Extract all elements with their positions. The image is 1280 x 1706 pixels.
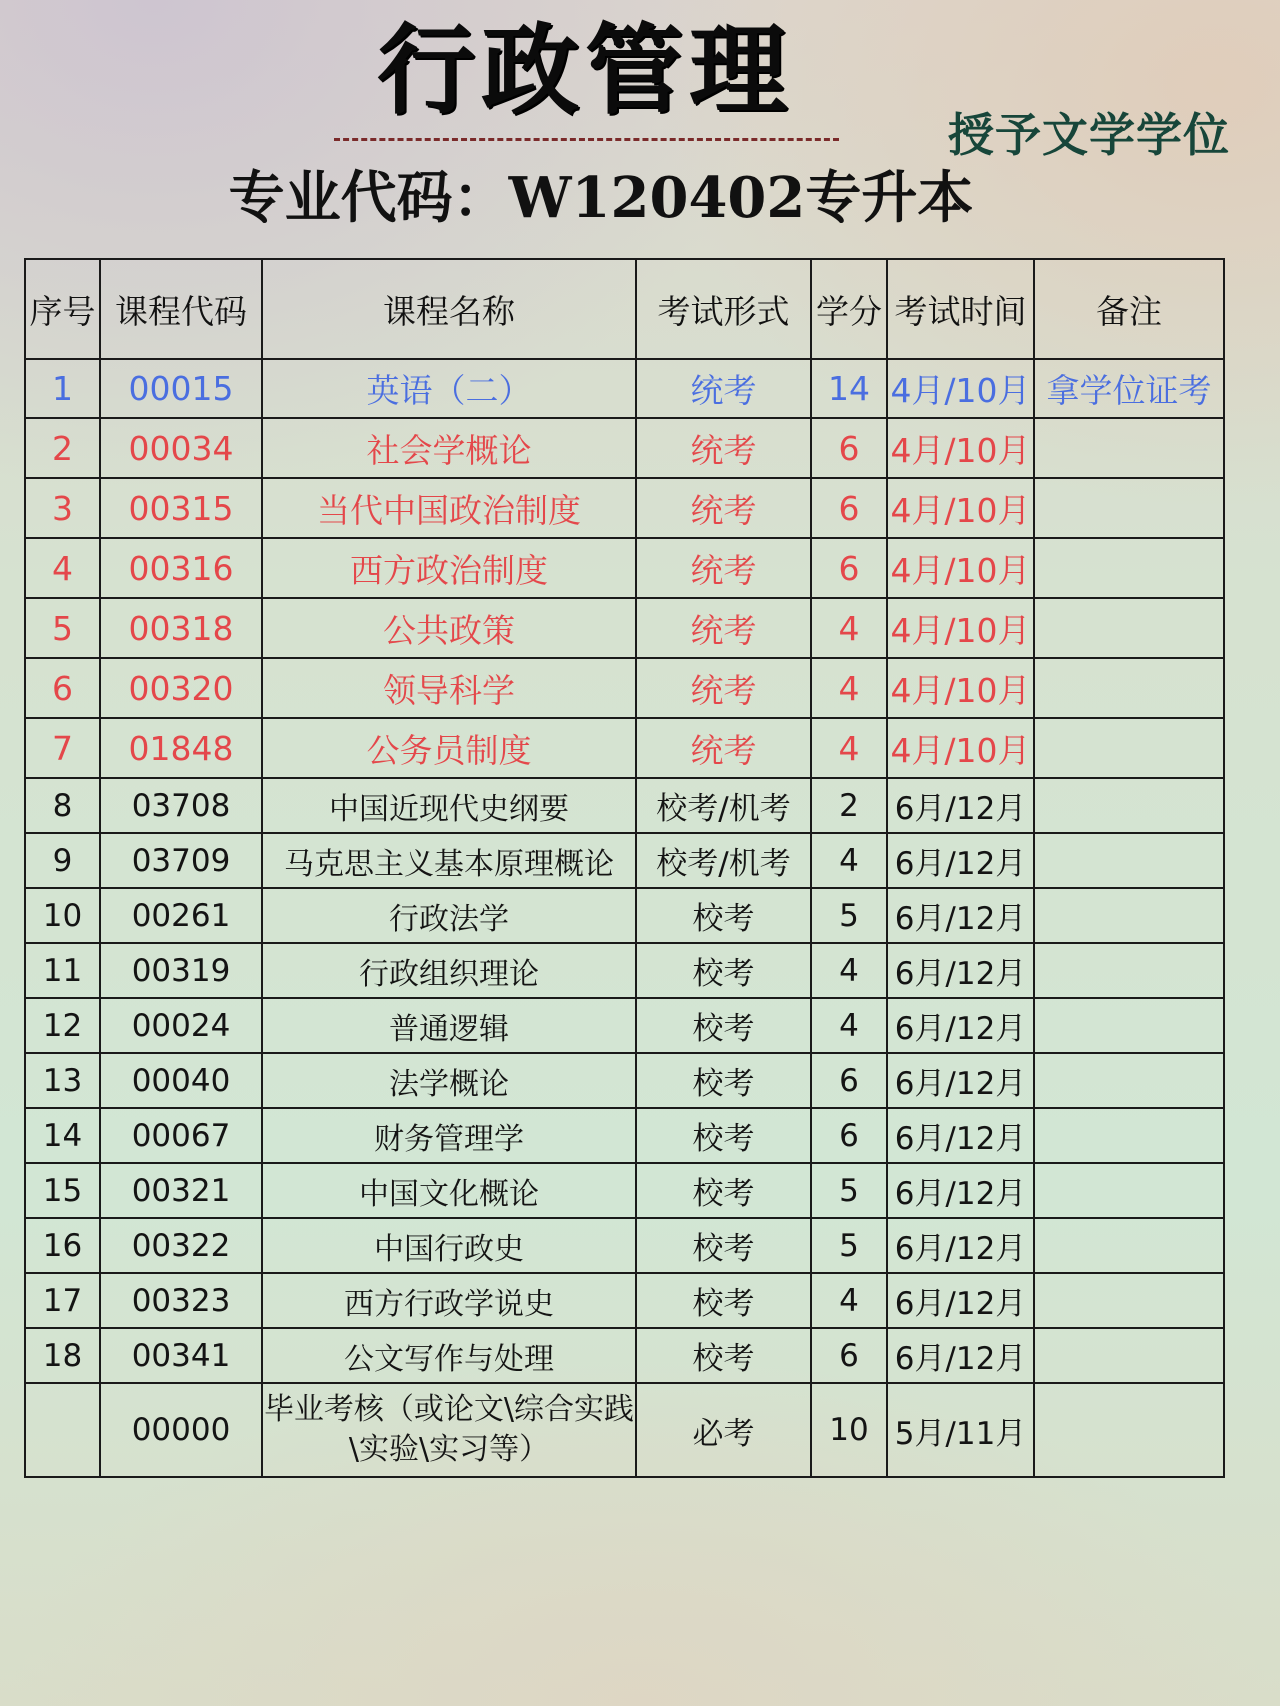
cell-exam-time: 4月/10月 [887, 598, 1034, 658]
cell-no: 4 [25, 538, 100, 598]
cell-no: 18 [25, 1328, 100, 1383]
cell-code: 00034 [100, 418, 262, 478]
cell-credit: 14 [811, 359, 887, 418]
cell-exam-form: 统考 [636, 359, 811, 418]
cell-name: 领导科学 [262, 658, 636, 718]
cell-name: 毕业考核（或论文\综合实践\实验\实习等） [262, 1383, 636, 1477]
table-row [25, 1108, 1224, 1163]
cell-exam-time: 6月/12月 [887, 833, 1034, 888]
cell-exam-form: 统考 [636, 538, 811, 598]
cell-name: 中国行政史 [262, 1218, 636, 1273]
column-header-credit: 学分 [811, 259, 887, 359]
cell-exam-time: 6月/12月 [887, 1108, 1034, 1163]
cell-note [1034, 1163, 1224, 1218]
cell-code: 00320 [100, 658, 262, 718]
cell-credit: 5 [811, 1163, 887, 1218]
table-row [25, 833, 1224, 888]
cell-no: 14 [25, 1108, 100, 1163]
cell-exam-form: 校考 [636, 1163, 811, 1218]
cell-code: 00015 [100, 359, 262, 418]
cell-exam-time: 6月/12月 [887, 1273, 1034, 1328]
table-row [25, 538, 1224, 598]
cell-exam-time: 6月/12月 [887, 1163, 1034, 1218]
cell-exam-time: 6月/12月 [887, 888, 1034, 943]
cell-credit: 4 [811, 718, 887, 778]
cell-exam-form: 校考 [636, 888, 811, 943]
cell-note [1034, 1328, 1224, 1383]
table-row [25, 658, 1224, 718]
cell-no: 9 [25, 833, 100, 888]
cell-name: 中国近现代史纲要 [262, 778, 636, 833]
cell-name: 马克思主义基本原理概论 [262, 833, 636, 888]
cell-note [1034, 1053, 1224, 1108]
cell-exam-time: 4月/10月 [887, 478, 1034, 538]
cell-code: 00024 [100, 998, 262, 1053]
cell-no: 10 [25, 888, 100, 943]
table-row [25, 888, 1224, 943]
cell-code: 00319 [100, 943, 262, 998]
cell-name: 中国文化概论 [262, 1163, 636, 1218]
cell-code: 00316 [100, 538, 262, 598]
cell-exam-form: 统考 [636, 658, 811, 718]
cell-note [1034, 888, 1224, 943]
cell-note [1034, 998, 1224, 1053]
column-header-code: 课程代码 [100, 259, 262, 359]
cell-credit: 6 [811, 478, 887, 538]
column-header-exam-form: 考试形式 [636, 259, 811, 359]
cell-exam-time: 6月/12月 [887, 998, 1034, 1053]
table-header-row [25, 259, 1224, 359]
column-header-exam-time: 考试时间 [887, 259, 1034, 359]
cell-name: 西方行政学说史 [262, 1273, 636, 1328]
cell-note [1034, 658, 1224, 718]
cell-note [1034, 1108, 1224, 1163]
table-row [25, 1053, 1224, 1108]
cell-no: 1 [25, 359, 100, 418]
cell-no: 2 [25, 418, 100, 478]
cell-credit: 6 [811, 1053, 887, 1108]
cell-exam-form: 校考 [636, 943, 811, 998]
cell-exam-form: 统考 [636, 478, 811, 538]
cell-code: 00323 [100, 1273, 262, 1328]
cell-exam-time: 6月/12月 [887, 1218, 1034, 1273]
cell-note: 拿学位证考 [1034, 359, 1224, 418]
cell-credit: 4 [811, 833, 887, 888]
cell-name: 公共政策 [262, 598, 636, 658]
column-header-note: 备注 [1034, 259, 1224, 359]
cell-name: 行政法学 [262, 888, 636, 943]
cell-exam-time: 6月/12月 [887, 1328, 1034, 1383]
cell-credit: 6 [811, 1328, 887, 1383]
cell-exam-form: 校考 [636, 1108, 811, 1163]
cell-note [1034, 1218, 1224, 1273]
cell-name: 英语（二） [262, 359, 636, 418]
cell-code: 00318 [100, 598, 262, 658]
cell-no: 16 [25, 1218, 100, 1273]
table-row [25, 1328, 1224, 1383]
cell-no: 7 [25, 718, 100, 778]
cell-code: 01848 [100, 718, 262, 778]
cell-exam-time: 5月/11月 [887, 1383, 1034, 1477]
cell-credit: 6 [811, 418, 887, 478]
cell-note [1034, 1383, 1224, 1477]
dashed-divider [334, 138, 839, 141]
cell-no: 17 [25, 1273, 100, 1328]
cell-code: 03709 [100, 833, 262, 888]
table-row [25, 1163, 1224, 1218]
cell-no: 3 [25, 478, 100, 538]
cell-no: 6 [25, 658, 100, 718]
table-row [25, 718, 1224, 778]
cell-note [1034, 538, 1224, 598]
cell-code: 00322 [100, 1218, 262, 1273]
cell-note [1034, 778, 1224, 833]
cell-no: 12 [25, 998, 100, 1053]
cell-name: 公务员制度 [262, 718, 636, 778]
cell-credit: 5 [811, 1218, 887, 1273]
cell-exam-time: 4月/10月 [887, 718, 1034, 778]
cell-credit: 5 [811, 888, 887, 943]
column-header-name: 课程名称 [262, 259, 636, 359]
major-code-subtitle: 专业代码：W120402专升本 [228, 165, 974, 231]
table-row [25, 598, 1224, 658]
cell-exam-time: 6月/12月 [887, 778, 1034, 833]
cell-exam-form: 统考 [636, 598, 811, 658]
cell-no: 8 [25, 778, 100, 833]
cell-name: 社会学概论 [262, 418, 636, 478]
cell-no: 11 [25, 943, 100, 998]
cell-exam-form: 校考 [636, 1273, 811, 1328]
cell-code: 00040 [100, 1053, 262, 1108]
cell-exam-time: 4月/10月 [887, 359, 1034, 418]
course-table [24, 258, 1225, 1478]
cell-exam-form: 校考 [636, 1053, 811, 1108]
table-row [25, 418, 1224, 478]
cell-code: 03708 [100, 778, 262, 833]
cell-exam-time: 4月/10月 [887, 538, 1034, 598]
cell-credit: 6 [811, 538, 887, 598]
cell-credit: 4 [811, 1273, 887, 1328]
cell-credit: 10 [811, 1383, 887, 1477]
cell-no [25, 1383, 100, 1477]
cell-note [1034, 1273, 1224, 1328]
cell-exam-time: 6月/12月 [887, 1053, 1034, 1108]
cell-note [1034, 598, 1224, 658]
cell-exam-form: 校考 [636, 998, 811, 1053]
cell-code: 00315 [100, 478, 262, 538]
table-row [25, 359, 1224, 418]
column-header-no: 序号 [25, 259, 100, 359]
cell-exam-form: 校考 [636, 1218, 811, 1273]
cell-no: 15 [25, 1163, 100, 1218]
cell-note [1034, 478, 1224, 538]
cell-name: 法学概论 [262, 1053, 636, 1108]
table-row [25, 998, 1224, 1053]
table-row [25, 1383, 1224, 1477]
cell-name: 西方政治制度 [262, 538, 636, 598]
cell-exam-time: 4月/10月 [887, 658, 1034, 718]
cell-credit: 2 [811, 778, 887, 833]
cell-note [1034, 833, 1224, 888]
cell-no: 13 [25, 1053, 100, 1108]
cell-credit: 4 [811, 943, 887, 998]
cell-exam-form: 统考 [636, 418, 811, 478]
cell-note [1034, 418, 1224, 478]
cell-code: 00341 [100, 1328, 262, 1383]
cell-name: 行政组织理论 [262, 943, 636, 998]
cell-code: 00321 [100, 1163, 262, 1218]
cell-credit: 6 [811, 1108, 887, 1163]
cell-no: 5 [25, 598, 100, 658]
table-row [25, 778, 1224, 833]
table-row [25, 1218, 1224, 1273]
cell-exam-form: 校考/机考 [636, 778, 811, 833]
cell-exam-time: 4月/10月 [887, 418, 1034, 478]
cell-code: 00000 [100, 1383, 262, 1477]
cell-code: 00067 [100, 1108, 262, 1163]
cell-credit: 4 [811, 658, 887, 718]
cell-credit: 4 [811, 998, 887, 1053]
cell-code: 00261 [100, 888, 262, 943]
cell-name: 财务管理学 [262, 1108, 636, 1163]
cell-name: 公文写作与处理 [262, 1328, 636, 1383]
cell-exam-time: 6月/12月 [887, 943, 1034, 998]
cell-note [1034, 943, 1224, 998]
cell-name: 当代中国政治制度 [262, 478, 636, 538]
cell-exam-form: 校考 [636, 1328, 811, 1383]
cell-credit: 4 [811, 598, 887, 658]
cell-exam-form: 校考/机考 [636, 833, 811, 888]
table-row [25, 1273, 1224, 1328]
page-title: 行政管理 [376, 14, 793, 128]
table-row [25, 478, 1224, 538]
cell-note [1034, 718, 1224, 778]
cell-exam-form: 必考 [636, 1383, 811, 1477]
degree-label: 授予文学学位 [948, 108, 1230, 162]
cell-exam-form: 统考 [636, 718, 811, 778]
cell-name: 普通逻辑 [262, 998, 636, 1053]
table-row [25, 943, 1224, 998]
